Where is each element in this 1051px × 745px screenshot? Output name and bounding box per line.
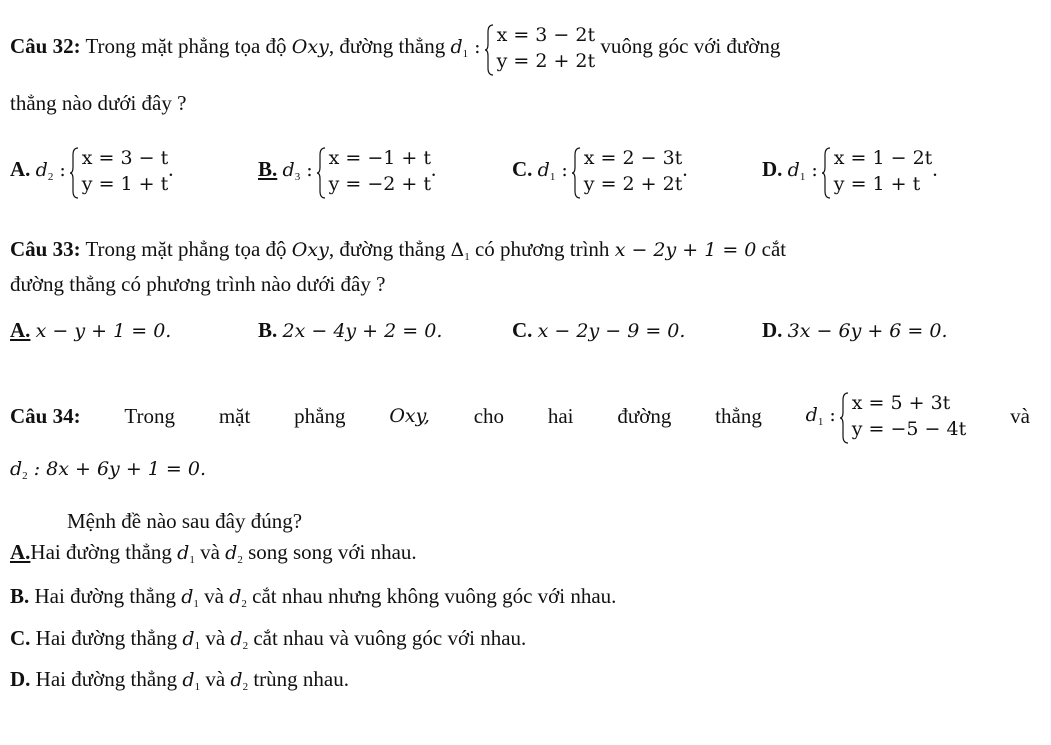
- q33-option-c: [512, 317, 685, 344]
- q33-option-d: [762, 317, 948, 344]
- q33-eq: x − 2y + 1 = 0: [614, 239, 757, 261]
- q33-line2: đường thẳng có phương trình nào dưới đây ?: [10, 272, 386, 296]
- option-end: .: [932, 156, 938, 181]
- option-label: A.: [10, 540, 31, 564]
- option-label: D.: [10, 667, 31, 691]
- option-d2: d: [230, 669, 243, 691]
- option-tail: cắt nhau nhưng không vuông góc với nhau.: [252, 584, 617, 608]
- q32-option-a: [10, 145, 174, 197]
- q33-text-c: có phương trình: [474, 237, 610, 261]
- q33-option-b: [258, 317, 442, 344]
- option-d2-sub: 2: [241, 598, 247, 610]
- option-d: d: [537, 158, 550, 181]
- q34-d1-group: [806, 390, 967, 442]
- q34-option-b: [10, 583, 616, 617]
- q32-d1: d: [450, 35, 463, 58]
- q34-sys-row1: x = 5 + 3t: [851, 392, 951, 414]
- q34-prompt: Mệnh đề nào sau đây đúng?: [67, 509, 303, 533]
- q34-word: hai: [547, 404, 574, 428]
- q34-word: mặt: [218, 404, 251, 428]
- q34-d2-eq: : 8x + 6y + 1 = 0.: [27, 458, 206, 480]
- option-tail: cắt nhau và vuông góc với nhau.: [253, 626, 527, 650]
- option-row1: x = 2 − 3t: [583, 147, 683, 169]
- q32-sys-row1: x = 3 − 2t: [496, 24, 596, 46]
- option-eq: x − y + 1 = 0.: [35, 320, 172, 342]
- q34-d1-sub: 1: [817, 415, 824, 428]
- option-label: B.: [258, 318, 278, 342]
- option-tail: trùng nhau.: [253, 667, 349, 691]
- option-tail: song song với nhau.: [248, 540, 417, 564]
- option-sub: 2: [47, 170, 54, 183]
- q34-line1: [10, 390, 1030, 442]
- q34-d2: d: [10, 458, 23, 480]
- option-sub: 1: [549, 170, 556, 183]
- option-d2: d: [230, 628, 243, 650]
- q34-word: phẳng: [294, 404, 346, 428]
- option-row2: y = −2 + t: [328, 173, 432, 195]
- option-d2-sub: 2: [242, 681, 249, 693]
- option-label: B.: [10, 584, 30, 608]
- q34-word: đường: [617, 404, 672, 428]
- q34-d1: d: [805, 403, 818, 426]
- option-text: Hai đường thẳng: [34, 584, 176, 608]
- option-row1: x = 3 − t: [81, 147, 169, 169]
- q33-text-a: Trong mặt phẳng tọa độ: [85, 237, 287, 261]
- option-label: C.: [512, 318, 533, 342]
- q32-text-b: , đường thẳng: [328, 33, 446, 58]
- q32-option-c: [512, 145, 688, 197]
- q34-word: Trong: [124, 404, 176, 428]
- q34-sys-row2: y = −5 − 4t: [851, 418, 967, 440]
- q34-word: cho: [473, 404, 505, 428]
- q33-text-d: cắt: [761, 237, 787, 261]
- option-colon: :: [555, 158, 568, 181]
- option-end: .: [168, 156, 174, 181]
- q34-option-a: [10, 539, 417, 573]
- option-va: và: [204, 584, 224, 608]
- option-label: C.: [512, 156, 533, 181]
- option-text: Hai đường thẳng: [30, 540, 172, 564]
- q33-line1: [10, 236, 786, 270]
- option-colon: :: [300, 158, 313, 181]
- brace-icon: [572, 147, 581, 199]
- option-d2-sub: 2: [237, 554, 243, 566]
- option-end: .: [682, 156, 688, 181]
- option-sub: 3: [294, 170, 301, 183]
- option-row1: x = 1 − 2t: [833, 147, 933, 169]
- option-text: Hai đường thẳng: [35, 626, 178, 650]
- q32-option-b: [258, 145, 436, 197]
- option-va: và: [200, 540, 220, 564]
- brace-icon: [840, 392, 849, 444]
- option-row1: x = −1 + t: [328, 147, 431, 169]
- option-eq: 3x − 6y + 6 = 0.: [787, 320, 948, 342]
- q32-text-a: Trong mặt phẳng tọa độ: [85, 33, 287, 58]
- q34-colon: :: [823, 403, 836, 426]
- brace-icon: [485, 24, 494, 76]
- option-label: D.: [762, 156, 783, 181]
- q34-d2-sub: 2: [22, 470, 28, 482]
- option-d1: d: [177, 542, 190, 564]
- q34-line2: [10, 455, 206, 489]
- option-d2: d: [229, 586, 242, 608]
- brace-icon: [70, 147, 79, 199]
- q33-delta: Δ: [450, 239, 465, 261]
- q34-option-d: [10, 666, 349, 700]
- q34-justified-row: [10, 390, 1030, 442]
- option-d2-sub: 2: [242, 640, 249, 652]
- option-d1: d: [182, 669, 195, 691]
- option-d: d: [282, 158, 295, 181]
- q34-option-c: [10, 625, 526, 659]
- option-label: A.: [10, 156, 31, 181]
- option-va: và: [205, 667, 226, 691]
- q34-word: thẳng: [715, 404, 762, 428]
- option-colon: :: [805, 158, 818, 181]
- option-end: .: [431, 156, 437, 181]
- option-row2: y = 2 + 2t: [583, 173, 683, 195]
- option-label: A.: [10, 318, 31, 342]
- option-label: B.: [258, 156, 278, 181]
- q33-text-b: , đường thẳng: [328, 237, 446, 261]
- option-d: d: [787, 158, 800, 181]
- q32-option-d: [762, 145, 938, 197]
- option-row2: y = 1 + t: [833, 173, 921, 195]
- option-label: C.: [10, 626, 31, 650]
- option-system: [822, 145, 933, 197]
- q34-va: và: [1010, 404, 1030, 428]
- option-eq: 2x − 4y + 2 = 0.: [282, 320, 443, 342]
- option-d1: d: [181, 586, 194, 608]
- brace-icon: [317, 147, 326, 199]
- q32-d1-sub: 1: [462, 47, 469, 60]
- q32-colon: :: [468, 35, 481, 58]
- option-text: Hai đường thẳng: [35, 667, 178, 691]
- option-d1-sub: 1: [194, 681, 201, 693]
- brace-icon: [822, 147, 831, 199]
- q34-oxy: Oxy,: [389, 405, 430, 427]
- q32-system: [485, 22, 596, 74]
- option-row2: y = 1 + t: [81, 173, 169, 195]
- q33-option-a: [10, 317, 171, 344]
- q32-line2: thẳng nào dưới đây ?: [10, 91, 187, 115]
- option-d1-sub: 1: [189, 554, 195, 566]
- q33-label: Câu 33:: [10, 237, 81, 261]
- option-va: và: [205, 626, 226, 650]
- q32-text-c: vuông góc với đường: [600, 33, 781, 58]
- option-colon: :: [53, 158, 66, 181]
- q32-line1: [10, 22, 780, 74]
- q34-label: Câu 34:: [10, 404, 81, 428]
- option-label: D.: [762, 318, 783, 342]
- q32-oxy: Oxy: [291, 35, 329, 58]
- option-system: [572, 145, 683, 197]
- option-system: [70, 145, 168, 197]
- option-sub: 1: [799, 170, 806, 183]
- q32-label: Câu 32:: [10, 33, 81, 58]
- q33-delta-sub: 1: [464, 251, 470, 263]
- q32-sys-row2: y = 2 + 2t: [496, 50, 596, 72]
- option-system: [317, 145, 431, 197]
- option-d: d: [35, 158, 48, 181]
- option-d1-sub: 1: [193, 598, 199, 610]
- option-d1: d: [182, 628, 195, 650]
- option-d1-sub: 1: [194, 640, 201, 652]
- q34-system: [840, 390, 966, 442]
- q33-oxy: Oxy: [291, 239, 329, 261]
- option-eq: x − 2y − 9 = 0.: [537, 320, 686, 342]
- option-d2: d: [225, 542, 238, 564]
